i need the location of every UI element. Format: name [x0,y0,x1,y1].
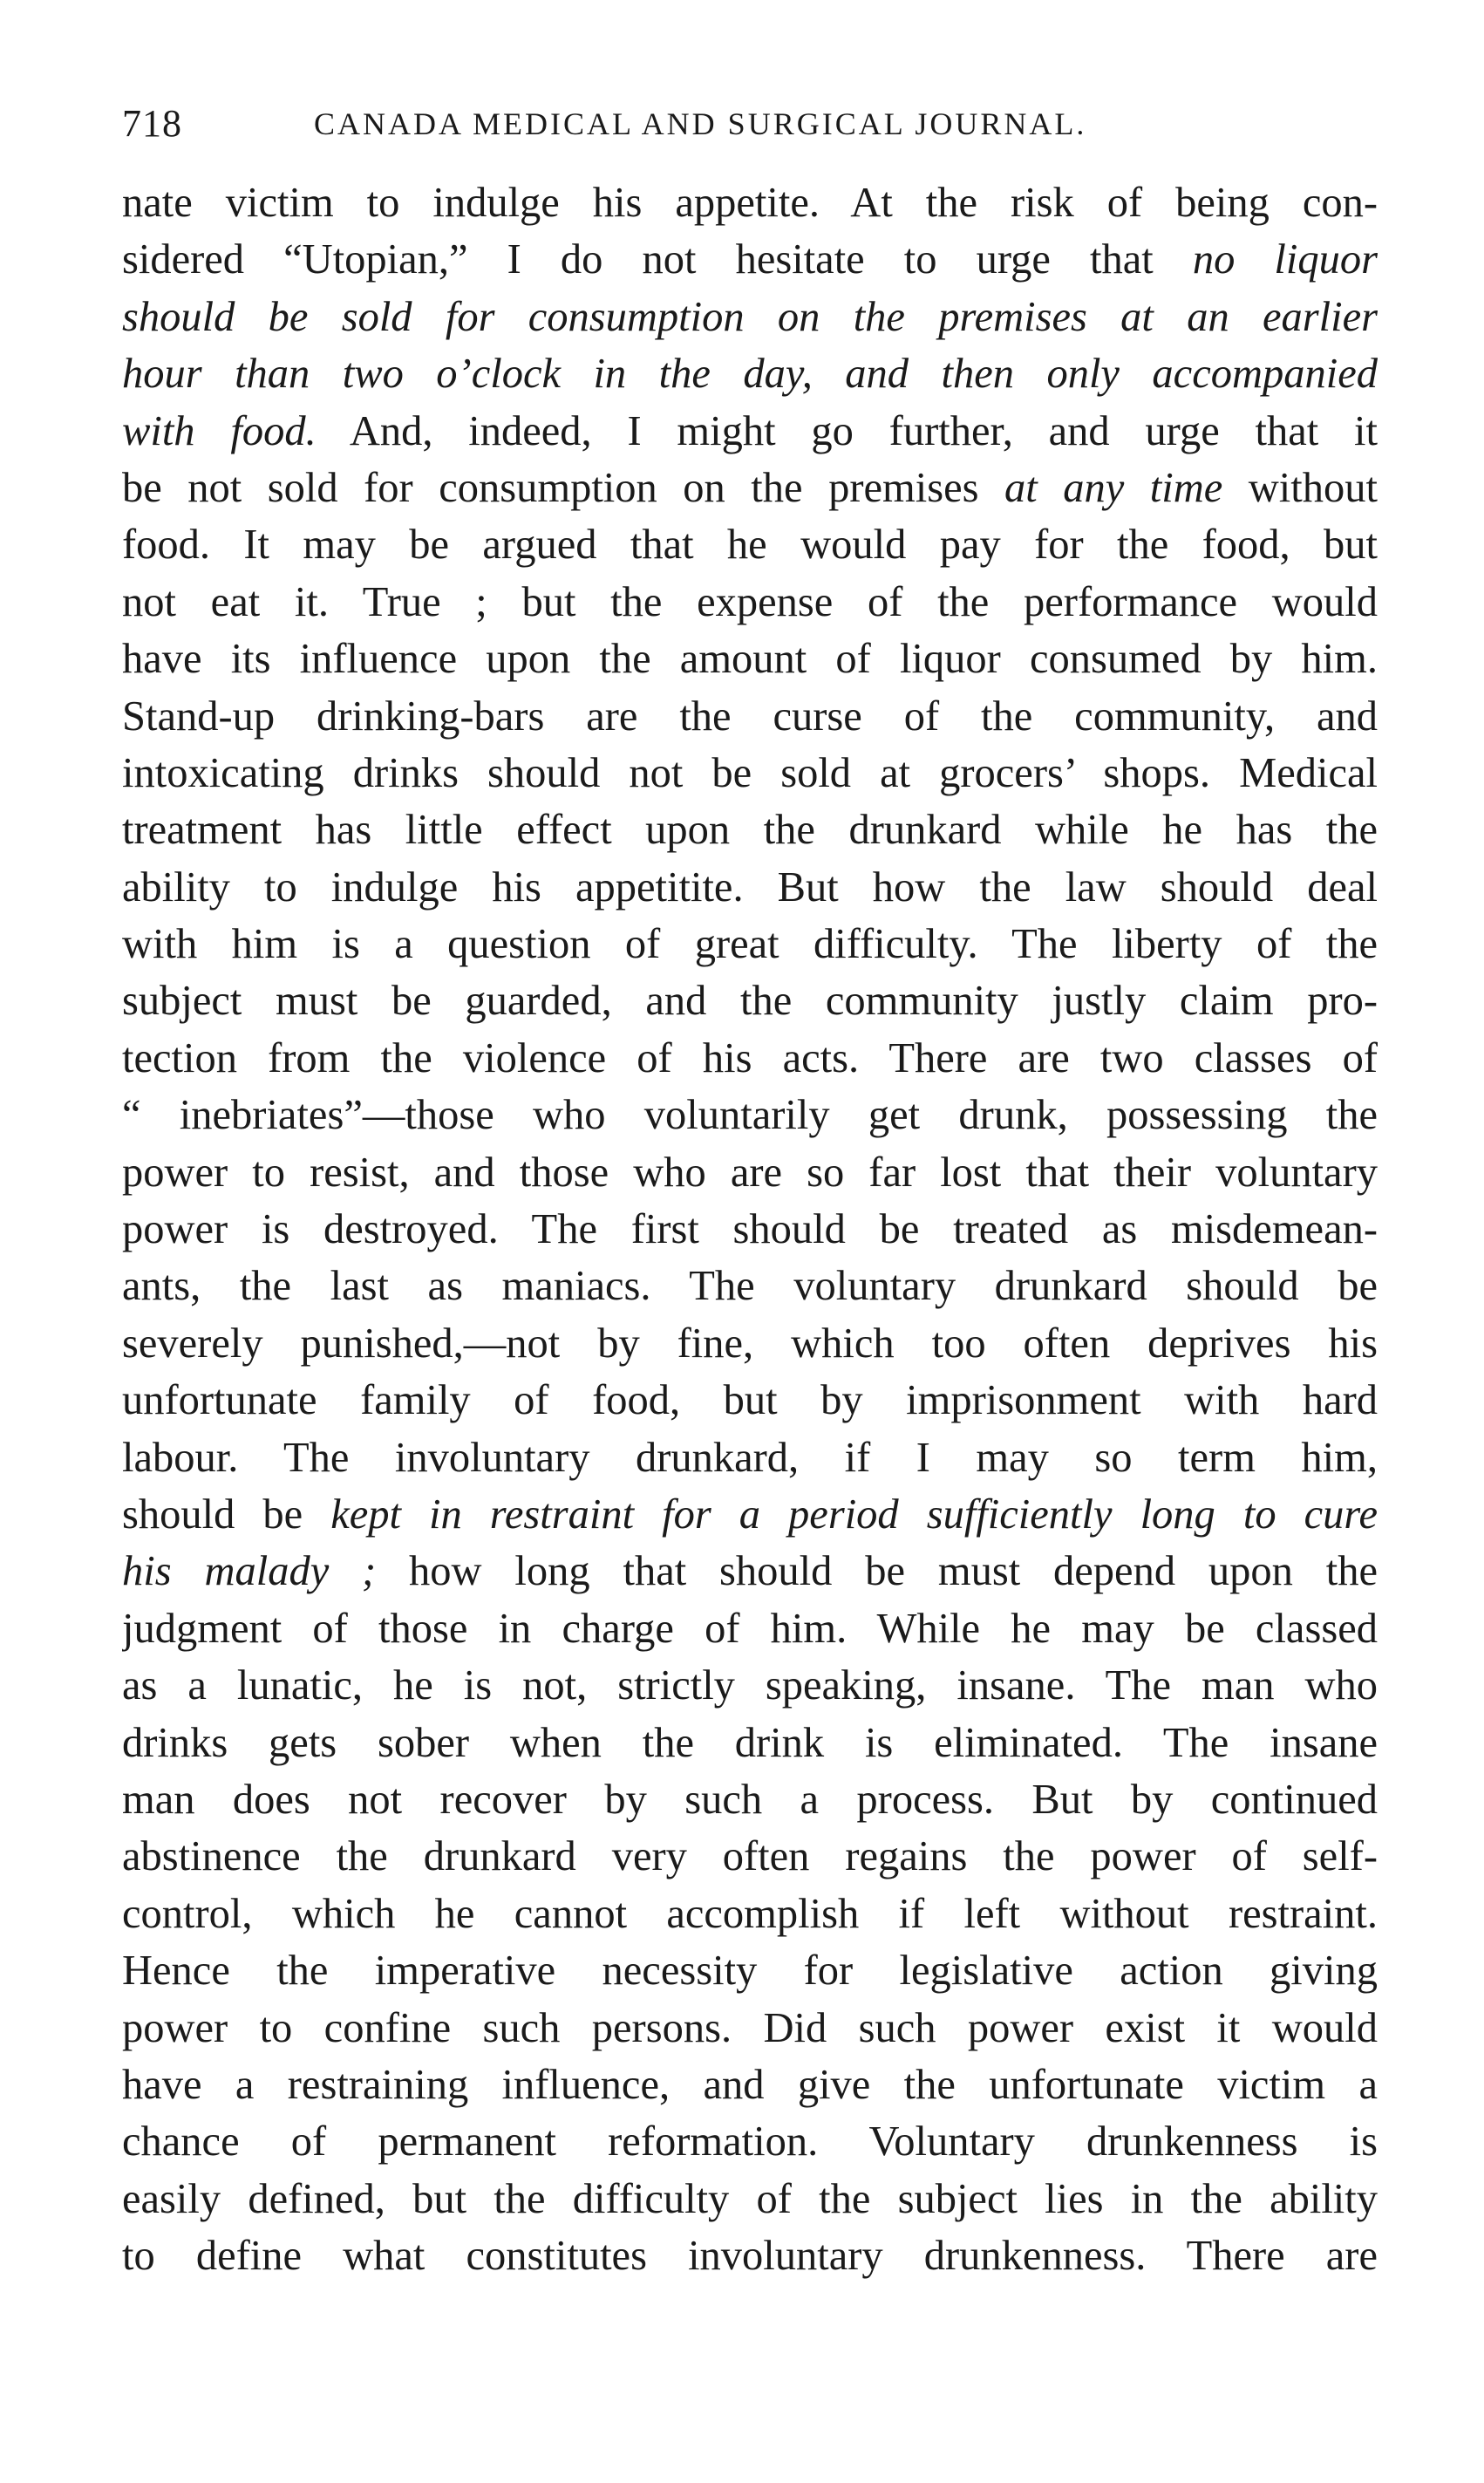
italic-text-run: should be sold for consumption on the premises at an earlier [122,293,1378,340]
italic-text-run: at any time [1004,464,1223,511]
text-run: food. It may be argued that he would pay for the food, but [122,522,1378,569]
text-run: with him is a question of great difficulty. The liberty of the [122,921,1378,968]
text-run: intoxicating drinks should not be sold at grocers’ shops. Medical [122,749,1378,796]
text-line [122,1600,1378,1657]
text-run: nate victim to indulge his appetite. At the risk of being con- [122,180,1378,226]
text-line [122,1144,1378,1201]
text-run: chance of permanent reformation. Voluntary drunkenness is [122,2118,1378,2166]
text-line [122,859,1378,916]
text-run: Stand-up drinking-bars are the curse of the community, and [122,692,1378,740]
text-run: how long that should be must depend upon the [376,1548,1378,1595]
text-line [122,1087,1378,1143]
text-run: labour. The involuntary drunkard, if I may so term him, [122,1434,1378,1481]
text-line [122,1828,1378,1885]
text-run: have a restraining influence, and give the unfortunate victim a [122,2061,1378,2108]
text-line [122,174,1378,231]
text-line [122,1771,1378,1828]
text-line [122,1315,1378,1372]
text-line [122,289,1378,345]
text-line [122,631,1378,687]
text-line [122,574,1378,631]
text-line [122,2057,1378,2113]
text-line [122,1030,1378,1087]
text-run: man does not recover by such a process. But by continued [122,1776,1378,1823]
text-run: have its influence upon the amount of liquor consumed by him. [122,636,1378,683]
running-head [122,98,1360,150]
text-line [122,2227,1378,2284]
text-line [122,231,1378,288]
journal-title: CANADA MEDICAL AND SURGICAL JOURNAL. [314,106,1087,141]
text-line [122,916,1378,972]
text-run: unfortunate family of food, but by imprisonment with hard [122,1377,1378,1424]
text-run: not eat it. True ; but the expense of the performance would [122,578,1378,625]
page-number: 718 [122,102,182,145]
text-run: be not sold for consumption on the premises [122,464,1004,511]
italic-text-run: no liquor [1192,236,1378,283]
text-run: control, which he cannot accomplish if left without restraint. [122,1890,1378,1937]
text-line [122,688,1378,745]
text-run: abstinence the drunkard very often regains the power of self- [122,1833,1378,1880]
text-line [122,1715,1378,1771]
text-run: “ inebriates”—those who voluntarily get drunk, possessing the [122,1092,1378,1139]
text-line [122,1486,1378,1543]
text-run: should be [122,1490,331,1538]
text-line [122,1942,1378,1999]
text-line [122,745,1378,802]
italic-text-run: kept in restraint for a period sufficiently long to cure [330,1490,1378,1538]
text-run: to define what constitutes involuntary drunkenness. There are [122,2233,1378,2280]
text-run: power to resist, and those who are so far lost that their voluntary [122,1149,1378,1196]
text-run: And, indeed, I might go further, and urge that it [316,407,1378,454]
text-run: subject must be guarded, and the community justly claim pro- [122,978,1378,1025]
text-line [122,2000,1378,2057]
text-line [122,1201,1378,1258]
text-line [122,345,1378,402]
italic-text-run: hour than two o’clock in the day, and then only accompanied [122,351,1378,398]
text-line [122,460,1378,516]
text-line [122,2113,1378,2170]
text-run: judgment of those in charge of him. While he may be classed [122,1605,1378,1652]
italic-text-run: his malady ; [122,1548,377,1595]
text-line [122,1258,1378,1314]
text-run: Hence the imperative necessity for legislative action giving [122,1948,1378,1995]
text-line [122,1657,1378,1714]
text-line [122,516,1378,573]
text-line [122,802,1378,858]
text-run: severely punished,—not by fine, which too often deprives his [122,1320,1378,1367]
text-line [122,403,1378,460]
text-run: treatment has little effect upon the drunkard while he has the [122,807,1378,854]
text-line [122,1429,1378,1486]
text-line [122,1543,1378,1600]
text-line [122,972,1378,1029]
text-run: tection from the violence of his acts. There are two classes of [122,1034,1378,1081]
text-run: without [1222,464,1378,511]
text-line [122,1372,1378,1429]
italic-text-run: with food. [122,407,317,454]
text-run: power to confine such persons. Did such power exist it would [122,2004,1378,2051]
text-run: ability to indulge his appetitite. But how the law should deal [122,863,1378,911]
text-run: drinks gets sober when the drink is eliminated. The insane [122,1719,1378,1766]
text-run: power is destroyed. The first should be treated as misdemean- [122,1206,1378,1253]
text-run: as a lunatic, he is not, strictly speaking, insane. The man who [122,1662,1378,1709]
text-run: ants, the last as maniacs. The voluntary drunkard should be [122,1263,1378,1310]
text-run: easily defined, but the difficulty of the subject lies in the ability [122,2175,1378,2222]
text-line [122,1886,1378,1942]
text-line [122,2171,1378,2227]
text-run: sidered “Utopian,” I do not hesitate to urge that [122,236,1193,283]
body-text [122,174,1378,2284]
